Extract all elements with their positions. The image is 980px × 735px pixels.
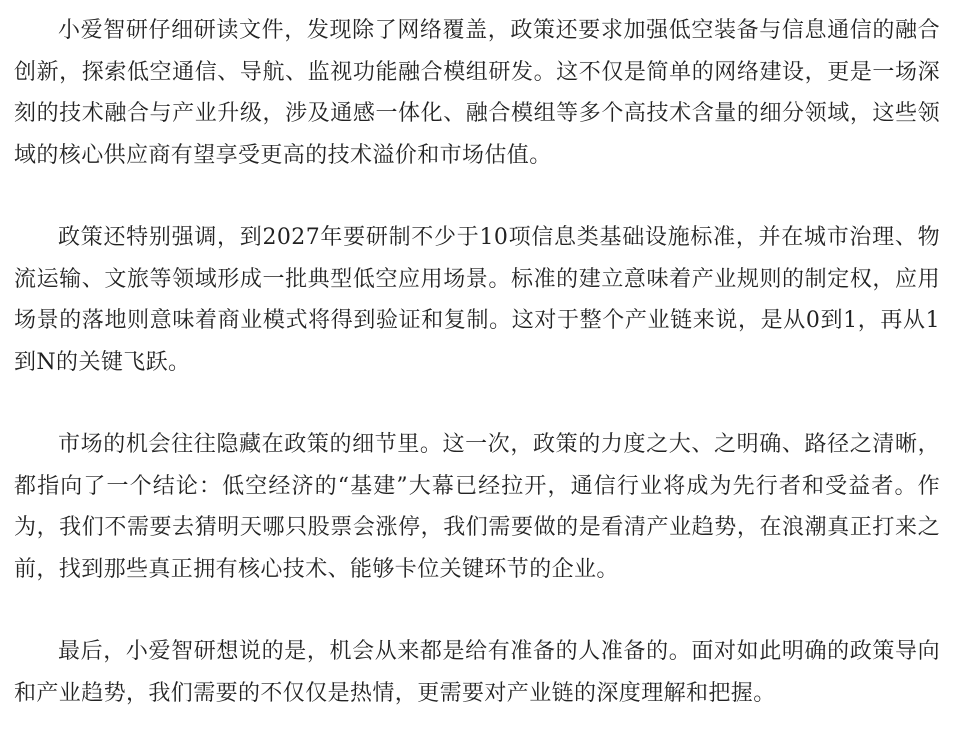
paragraph-2: 政策还特别强调，到2027年要研制不少于10项信息类基础设施标准，并在城市治理、物流运输、文旅等领域形成一批典型低空应用场景。标准的建立意味着产业规则的制定权，应用场景的落地则意味着商业模式将得到验证和复制。这对于整个产业链来说，是从0到1，再从1到N的关键飞跃。 [14,225,940,375]
paragraph-1: 小爱智研仔细研读文件，发现除了网络覆盖，政策还要求加强低空装备与信息通信的融合创新，探索低空通信、导航、监视功能融合模组研发。这不仅是简单的网络建设，更是一场深刻的技术融合与产业升级，涉及通感一体化、融合模组等多个高技术含量的细分领域，这些领域的核心供应商有望享受更高的技术溢价和市场估值。 [14,18,940,168]
paragraph-3: 市场的机会往往隐藏在政策的细节里。这一次，政策的力度之大、之明确、路径之清晰，都指向了一个结论：低空经济的“基建”大幕已经拉开，通信行业将成为先行者和受益者。作为，我们不需要去猜明天哪只股票会涨停，我们需要做的是看清产业趋势，在浪潮真正打来之前，找到那些真正拥有核心技术、能够卡位关键环节的企业。 [14,432,940,582]
paragraph-4: 最后，小爱智研想说的是，机会从来都是给有准备的人准备的。面对如此明确的政策导向和产业趋势，我们需要的不仅仅是热情，更需要对产业链的深度理解和把握。 [14,639,940,706]
